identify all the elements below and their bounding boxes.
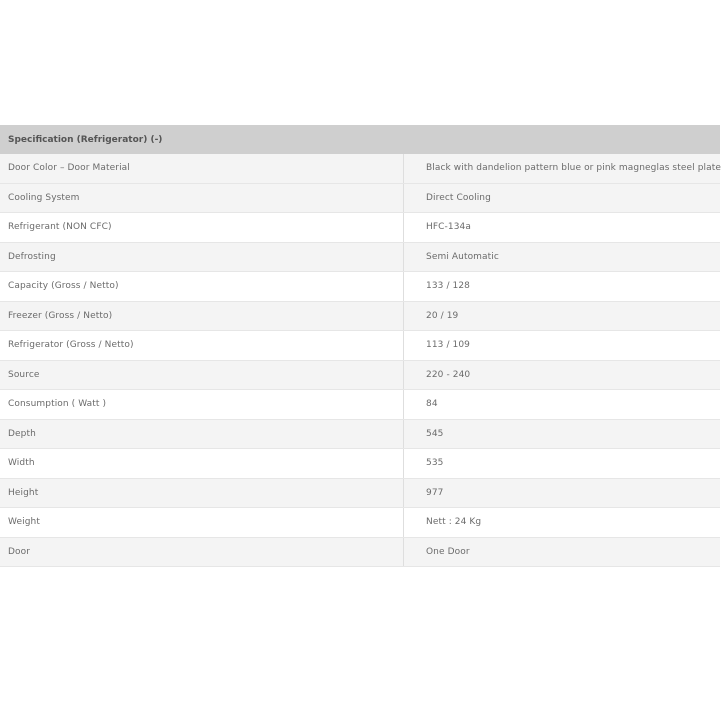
row-value: Nett : 24 Kg xyxy=(426,517,482,528)
row-value: 545 xyxy=(426,428,444,439)
table-row xyxy=(0,184,720,214)
row-label: Refrigerant (NON CFC) xyxy=(0,213,404,242)
specification-table xyxy=(0,125,720,567)
row-value: 20 / 19 xyxy=(426,310,459,321)
table-row xyxy=(0,243,720,273)
row-value: One Door xyxy=(426,546,470,557)
table-header: Specification (Refrigerator) (-) xyxy=(0,125,720,154)
row-value: 84 xyxy=(426,399,438,410)
table-row xyxy=(0,302,720,332)
row-value: Direct Cooling xyxy=(426,192,491,203)
row-value: Semi Automatic xyxy=(426,251,499,262)
row-label: Capacity (Gross / Netto) xyxy=(0,272,404,301)
table-row xyxy=(0,331,720,361)
row-label: Cooling System xyxy=(0,184,404,213)
row-label: Consumption ( Watt ) xyxy=(0,390,404,419)
row-label: Height xyxy=(0,479,404,508)
table-row xyxy=(0,272,720,302)
row-label: Door xyxy=(0,538,404,567)
row-label: Freezer (Gross / Netto) xyxy=(0,302,404,331)
row-label: Source xyxy=(0,361,404,390)
row-label: Weight xyxy=(0,508,404,537)
row-label: Width xyxy=(0,449,404,478)
row-label: Door Color – Door Material xyxy=(0,154,404,183)
table-row xyxy=(0,508,720,538)
row-value: HFC-134a xyxy=(426,222,471,233)
row-label: Depth xyxy=(0,420,404,449)
row-value: 535 xyxy=(426,458,444,469)
row-value: 113 / 109 xyxy=(426,340,471,351)
row-value: Black with dandelion pattern blue or pink magneglas steel plate xyxy=(426,163,721,174)
table-row xyxy=(0,420,720,450)
table-row xyxy=(0,449,720,479)
table-row xyxy=(0,361,720,391)
table-row xyxy=(0,213,720,243)
row-value: 220 - 240 xyxy=(426,369,471,380)
table-row xyxy=(0,390,720,420)
row-label: Refrigerator (Gross / Netto) xyxy=(0,331,404,360)
row-value: 133 / 128 xyxy=(426,281,471,292)
table-row xyxy=(0,538,720,568)
table-row xyxy=(0,479,720,509)
row-label: Defrosting xyxy=(0,243,404,272)
row-value: 977 xyxy=(426,487,444,498)
table-row xyxy=(0,154,720,184)
